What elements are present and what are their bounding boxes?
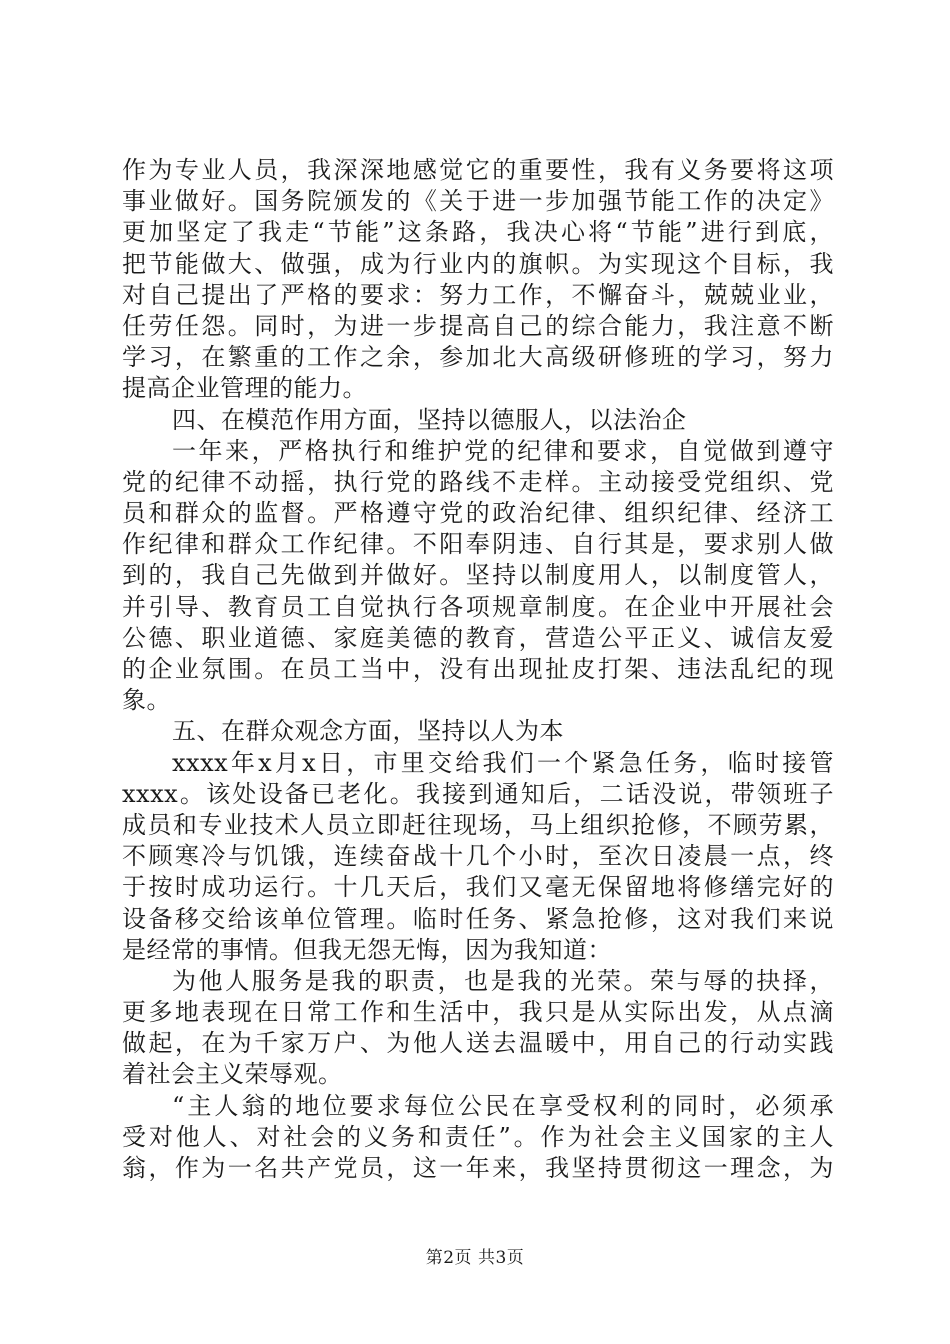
text-line: 到的，我自己先做到并做好。坚持以制度用人，以制度管人， bbox=[122, 561, 834, 590]
section-heading: 五、在群众观念方面，坚持以人为本 bbox=[172, 717, 564, 746]
text-line: 更多地表现在日常工作和生活中，我只是从实际出发，从点滴 bbox=[122, 998, 834, 1027]
text-line: 作纪律和群众工作纪律。不阳奉阴违、自行其是，要求别人做 bbox=[122, 530, 834, 559]
text-line: 于按时成功运行。十几天后，我们又毫无保留地将修缮完好的 bbox=[122, 873, 834, 902]
text-line: 并引导、教育员工自觉执行各项规章制度。在企业中开展社会 bbox=[122, 592, 834, 621]
text-line: 对自己提出了严格的要求：努力工作，不懈奋斗，兢兢业业， bbox=[122, 280, 834, 309]
text-line: 的企业氛围。在员工当中，没有出现扯皮打架、违法乱纪的现 bbox=[122, 655, 834, 683]
text-line: 不顾寒冷与饥饿，连续奋战十几个小时，至次日凌晨一点，终 bbox=[122, 842, 834, 871]
text-line: 着社会主义荣辱观。 bbox=[122, 1060, 343, 1089]
text-line: 翁，作为一名共产党员，这一年来，我坚持贯彻这一理念，为 bbox=[122, 1154, 834, 1182]
section-heading: 四、在模范作用方面，坚持以德服人，以法治企 bbox=[172, 405, 687, 434]
text-line: 作为专业人员，我深深地感觉它的重要性，我有义务要将这项 bbox=[122, 156, 834, 184]
text-line: xxxx。该处设备已老化。我接到通知后，二话没说，带领班子 bbox=[122, 779, 834, 808]
text-line: 受对他人、对社会的义务和责任”。作为社会主义国家的主人 bbox=[122, 1122, 834, 1151]
text-line: 学习，在繁重的工作之余，参加北大高级研修班的学习，努力 bbox=[122, 343, 834, 372]
document-body bbox=[122, 155, 834, 1184]
text-line: 一年来，严格执行和维护党的纪律和要求，自觉做到遵守 bbox=[172, 436, 834, 465]
text-line: 提高企业管理的能力。 bbox=[122, 374, 367, 403]
text-line: 任劳任怨。同时，为进一步提高自己的综合能力，我注意不断 bbox=[122, 311, 834, 340]
text-line: 员和群众的监督。严格遵守党的政治纪律、组织纪律、经济工 bbox=[122, 499, 834, 528]
text-line: “主人翁的地位要求每位公民在享受权利的同时，必须承 bbox=[172, 1091, 834, 1120]
text-line: 更加坚定了我走“节能”这条路，我决心将“节能”进行到底， bbox=[122, 218, 834, 247]
text-line: 党的纪律不动摇，执行党的路线不走样。主动接受党组织、党 bbox=[122, 467, 834, 496]
text-line: xxxx年x月x日，市里交给我们一个紧急任务，临时接管 bbox=[172, 748, 834, 777]
text-line: 把节能做大、做强，成为行业内的旗帜。为实现这个目标，我 bbox=[122, 249, 834, 278]
text-line: 为他人服务是我的职责，也是我的光荣。荣与辱的抉择， bbox=[172, 966, 834, 995]
text-line: 做起，在为千家万户、为他人送去温暖中，用自己的行动实践 bbox=[122, 1029, 834, 1058]
text-line: 成员和专业技术人员立即赶往现场，马上组织抢修，不顾劳累， bbox=[122, 810, 834, 839]
page-footer: 第2页 共3页 bbox=[425, 1248, 525, 1268]
text-line: 是经常的事情。但我无怨无悔，因为我知道： bbox=[122, 935, 612, 964]
text-line: 设备移交给该单位管理。临时任务、紧急抢修，这对我们来说 bbox=[122, 904, 834, 933]
text-line: 象。 bbox=[122, 686, 171, 715]
text-line: 公德、职业道德、家庭美德的教育，营造公平正义、诚信友爱 bbox=[122, 623, 834, 652]
text-line: 事业做好。国务院颁发的《关于进一步加强节能工作的决定》 bbox=[122, 187, 834, 216]
